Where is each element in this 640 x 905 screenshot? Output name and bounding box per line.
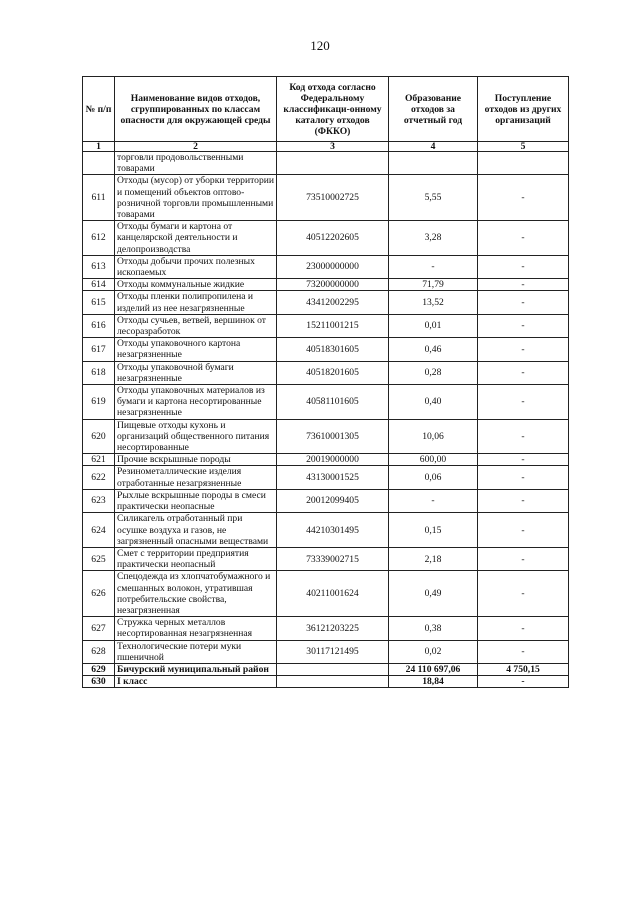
- received-amount: -: [478, 221, 569, 256]
- table-row: [83, 466, 569, 489]
- header-received: Поступление отходов из других организаций: [478, 77, 569, 142]
- formed-amount: 0,49: [389, 571, 478, 617]
- received-amount: -: [478, 419, 569, 454]
- formed-amount: 0,28: [389, 361, 478, 384]
- waste-name: Резинометаллические изделия отработанные незагрязненные: [115, 466, 277, 489]
- table-row: [83, 175, 569, 221]
- received-amount: 4 750,15: [478, 663, 569, 675]
- formed-amount: -: [389, 489, 478, 512]
- table-row: [83, 489, 569, 512]
- row-number: 618: [83, 361, 115, 384]
- received-amount: -: [478, 175, 569, 221]
- received-amount: -: [478, 489, 569, 512]
- fkko-code: 73610001305: [277, 419, 389, 454]
- received-amount: -: [478, 513, 569, 548]
- row-number: 621: [83, 454, 115, 466]
- row-number: [83, 152, 115, 175]
- fkko-code: 40211001624: [277, 571, 389, 617]
- formed-amount: 0,15: [389, 513, 478, 548]
- fkko-code: 44210301495: [277, 513, 389, 548]
- column-number-row: [83, 142, 569, 152]
- waste-name: Прочие вскрышные породы: [115, 454, 277, 466]
- received-amount: -: [478, 314, 569, 337]
- row-number: 630: [83, 676, 115, 688]
- column-number: 1: [83, 142, 115, 152]
- row-number: 627: [83, 617, 115, 640]
- header-row: [83, 77, 569, 142]
- table-row: [83, 291, 569, 314]
- waste-name: Отходы упаковочных материалов из бумаги и картона несортированные незагрязненные: [115, 385, 277, 420]
- waste-name: Технологические потери муки пшеничной: [115, 640, 277, 663]
- received-amount: -: [478, 454, 569, 466]
- fkko-code: 43412002295: [277, 291, 389, 314]
- row-number: 619: [83, 385, 115, 420]
- table-row: [83, 663, 569, 675]
- formed-amount: 2,18: [389, 547, 478, 570]
- formed-amount: 0,40: [389, 385, 478, 420]
- row-number: 624: [83, 513, 115, 548]
- header-fkko-code: Код отхода согласно Федеральному классификаци-онному каталогу отходов (ФККО): [277, 77, 389, 142]
- waste-name: Рыхлые вскрышные породы в смеси практически неопасные: [115, 489, 277, 512]
- table-row: [83, 571, 569, 617]
- fkko-code: 40581101605: [277, 385, 389, 420]
- waste-name: Отходы упаковочного картона незагрязненные: [115, 338, 277, 361]
- fkko-code: 73200000000: [277, 279, 389, 291]
- waste-name: Смет с территории предприятия практически неопасный: [115, 547, 277, 570]
- table-row: [83, 314, 569, 337]
- formed-amount: 0,38: [389, 617, 478, 640]
- table-row: [83, 279, 569, 291]
- table-row: [83, 640, 569, 663]
- fkko-code: 40512202605: [277, 221, 389, 256]
- waste-name: Пищевые отходы кухонь и организаций общественного питания несортированные: [115, 419, 277, 454]
- received-amount: -: [478, 676, 569, 688]
- waste-name: Отходы бумаги и картона от канцелярской деятельности и делопроизводства: [115, 221, 277, 256]
- row-number: 612: [83, 221, 115, 256]
- table-body: [83, 152, 569, 688]
- table-row: [83, 221, 569, 256]
- received-amount: -: [478, 640, 569, 663]
- table-row: [83, 255, 569, 278]
- received-amount: -: [478, 361, 569, 384]
- row-number: 615: [83, 291, 115, 314]
- formed-amount: 71,79: [389, 279, 478, 291]
- received-amount: -: [478, 338, 569, 361]
- formed-amount: -: [389, 255, 478, 278]
- waste-name: I класс: [115, 676, 277, 688]
- fkko-code: 30117121495: [277, 640, 389, 663]
- fkko-code: 40518201605: [277, 361, 389, 384]
- received-amount: -: [478, 547, 569, 570]
- column-number: 3: [277, 142, 389, 152]
- fkko-code: 73510002725: [277, 175, 389, 221]
- column-number: 4: [389, 142, 478, 152]
- formed-amount: 18,84: [389, 676, 478, 688]
- fkko-code: 73339002715: [277, 547, 389, 570]
- received-amount: -: [478, 571, 569, 617]
- fkko-code: 36121203225: [277, 617, 389, 640]
- formed-amount: 600,00: [389, 454, 478, 466]
- waste-name: торговли продовольственными товарами: [115, 152, 277, 175]
- table-row: [83, 361, 569, 384]
- table-row: [83, 338, 569, 361]
- header-formed: Образование отходов за отчетный год: [389, 77, 478, 142]
- formed-amount: 3,28: [389, 221, 478, 256]
- table-row: [83, 617, 569, 640]
- fkko-code: 40518301605: [277, 338, 389, 361]
- header-number: № п/п: [83, 77, 115, 142]
- row-number: 625: [83, 547, 115, 570]
- row-number: 617: [83, 338, 115, 361]
- received-amount: -: [478, 291, 569, 314]
- fkko-code: [277, 676, 389, 688]
- waste-name: Отходы коммунальные жидкие: [115, 279, 277, 291]
- table-row: [83, 454, 569, 466]
- received-amount: -: [478, 279, 569, 291]
- table-row: [83, 513, 569, 548]
- waste-name: Отходы (мусор) от уборки территории и помещений объектов оптово-розничной торговли промышленными товарами: [115, 175, 277, 221]
- page-number: 120: [310, 38, 330, 53]
- row-number: 623: [83, 489, 115, 512]
- waste-name: Стружка черных металлов несортированная незагрязненная: [115, 617, 277, 640]
- column-number: 2: [115, 142, 277, 152]
- received-amount: -: [478, 385, 569, 420]
- row-number: 614: [83, 279, 115, 291]
- row-number: 626: [83, 571, 115, 617]
- row-number: 629: [83, 663, 115, 675]
- row-number: 628: [83, 640, 115, 663]
- fkko-code: 15211001215: [277, 314, 389, 337]
- table-row: [83, 385, 569, 420]
- fkko-code: 43130001525: [277, 466, 389, 489]
- waste-name: Спецодежда из хлопчатобумажного и смешанных волокон, утратившая потребительские свойства, незагрязненная: [115, 571, 277, 617]
- received-amount: -: [478, 617, 569, 640]
- waste-name: Бичурский муниципальный район: [115, 663, 277, 675]
- fkko-code: [277, 152, 389, 175]
- received-amount: [478, 152, 569, 175]
- waste-name: Силикагель отработанный при осушке воздуха и газов, не загрязненный опасными веществами: [115, 513, 277, 548]
- waste-table: [82, 76, 569, 688]
- formed-amount: [389, 152, 478, 175]
- received-amount: -: [478, 466, 569, 489]
- formed-amount: 10,06: [389, 419, 478, 454]
- waste-name: Отходы пленки полипропилена и изделий из нее незагрязненные: [115, 291, 277, 314]
- waste-name: Отходы упаковочной бумаги незагрязненные: [115, 361, 277, 384]
- row-number: 620: [83, 419, 115, 454]
- row-number: 622: [83, 466, 115, 489]
- formed-amount: 5,55: [389, 175, 478, 221]
- table-row: [83, 547, 569, 570]
- row-number: 613: [83, 255, 115, 278]
- fkko-code: 20019000000: [277, 454, 389, 466]
- formed-amount: 0,06: [389, 466, 478, 489]
- header-waste-name: Наименование видов отходов, сгруппированных по классам опасности для окружающей среды: [115, 77, 277, 142]
- fkko-code: 20012099405: [277, 489, 389, 512]
- formed-amount: 24 110 697,06: [389, 663, 478, 675]
- fkko-code: 23000000000: [277, 255, 389, 278]
- column-number: 5: [478, 142, 569, 152]
- waste-name: Отходы добычи прочих полезных ископаемых: [115, 255, 277, 278]
- table-row: [83, 152, 569, 175]
- formed-amount: 0,46: [389, 338, 478, 361]
- formed-amount: 13,52: [389, 291, 478, 314]
- fkko-code: [277, 663, 389, 675]
- table-row: [83, 419, 569, 454]
- formed-amount: 0,02: [389, 640, 478, 663]
- table-row: [83, 676, 569, 688]
- row-number: 616: [83, 314, 115, 337]
- formed-amount: 0,01: [389, 314, 478, 337]
- received-amount: -: [478, 255, 569, 278]
- row-number: 611: [83, 175, 115, 221]
- waste-name: Отходы сучьев, ветвей, вершинок от лесоразработок: [115, 314, 277, 337]
